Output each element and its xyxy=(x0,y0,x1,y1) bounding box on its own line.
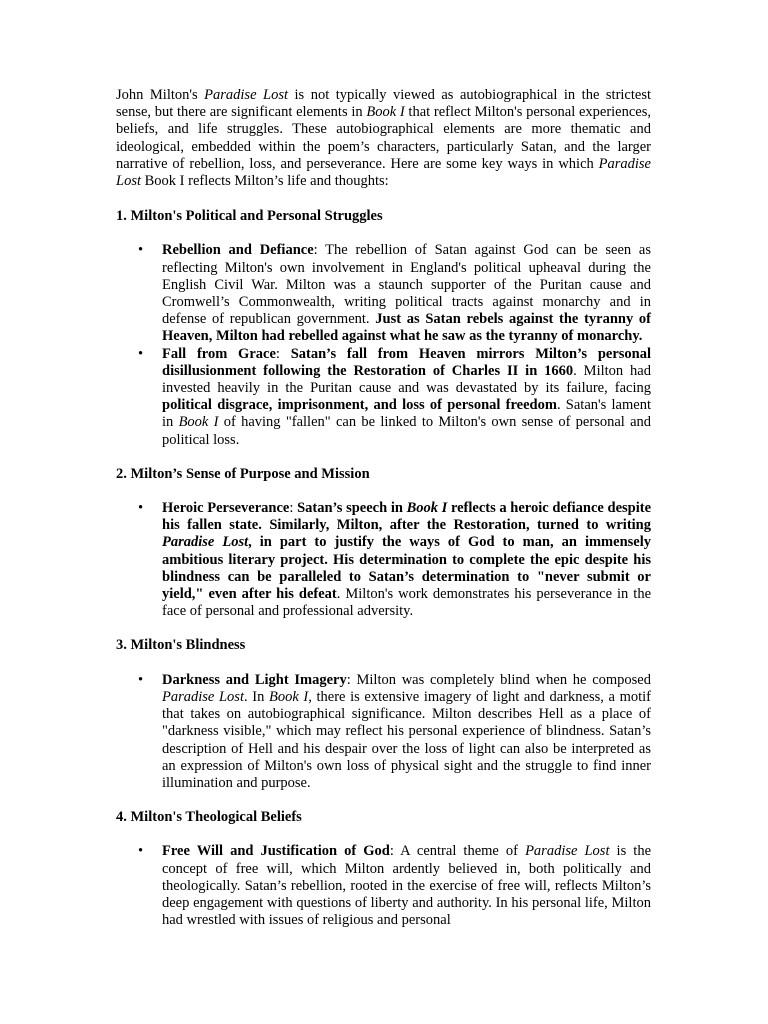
section-heading: 2. Milton’s Sense of Purpose and Mission xyxy=(116,465,370,482)
item-text: : The rebellion of Satan against God can be seen as reflecting Milton's own involvement in England's political upheaval during the English Civil War. Milton was a staunch supporter of the Puritan cause and Cromwell’s Commonwealth, writing political tracts against monarchy and in defense of republican government. xyxy=(162,242,651,328)
item-text: is the concept of free will, which Milton ardently believed in, both politically and theologically. Satan’s rebellion, rooted in the exercise of free will, reflects Milton’s deep engagement with questions of liberty and authority. In his personal life, Milton had wrestled with issues of religious and personal xyxy=(162,843,652,929)
section-heading: 3. Milton's Blindness xyxy=(116,637,246,654)
list-item xyxy=(116,672,651,792)
bullet-list xyxy=(116,843,651,929)
bullet-list xyxy=(116,672,651,792)
intro-title-italic: Paradise Lost xyxy=(116,155,651,190)
item-bold-text: political disgrace, imprisonment, and loss of personal freedom xyxy=(162,397,557,414)
item-bold-text: reflects a heroic defiance despite his fallen state. Similarly, Milton, after the Restoration, turned to writing xyxy=(162,500,652,534)
intro-text: that reflect Milton's personal experiences, beliefs, and life struggles. These autobiographical elements are more thematic and ideological, embedded within the poem’s characters, particularly Satan, and the larger narrative of rebellion, loss, and perseverance. Here are some key ways in which xyxy=(116,104,652,172)
item-text: : Milton was completely blind when he composed xyxy=(346,671,651,688)
section-heading: 4. Milton's Theological Beliefs xyxy=(116,809,302,826)
item-text: , there is extensive imagery of light and darkness, a motif that takes on autobiographical significance. Milton describes Hell as a place of "darkness visible," which may reflect his personal experience of blindness. Satan’s description of Hell and his despair over the loss of light can also be interpreted as an expression of Milton's own loss of physical sight and the struggle to find inner illumination and purpose. xyxy=(162,688,651,791)
item-bold-text: , in part to justify the ways of God to man, an immensely ambitious literary project. His determination to complete the epic despite his blindness can be paralleled to Satan’s determination to "never submit or yield," even after his defeat xyxy=(162,534,651,603)
item-bold-italic: Book I xyxy=(406,500,448,517)
bullet-icon: • xyxy=(138,500,144,517)
list-item xyxy=(116,843,651,929)
item-text: . Milton's work demonstrates his perseverance in the face of personal and professional adversity. xyxy=(162,586,652,620)
item-bold-text: Satan’s speech in xyxy=(297,500,407,517)
list-item xyxy=(116,500,651,620)
item-text: : xyxy=(289,500,298,517)
item-term: Heroic Perseverance xyxy=(162,500,290,517)
item-text: : xyxy=(275,345,291,362)
bullet-icon: • xyxy=(138,345,144,362)
bullet-list xyxy=(116,242,651,448)
item-term: Fall from Grace xyxy=(162,345,276,362)
item-italic: Book I xyxy=(178,414,219,431)
item-text: . Satan's lament in xyxy=(162,397,651,431)
bullet-list xyxy=(116,500,651,620)
intro-text: John Milton's xyxy=(116,87,205,103)
item-bold-text: Satan’s fall from Heaven mirrors Milton’s personal disillusionment following the Restoration of Charles II in 1660 xyxy=(162,345,651,379)
intro-title-italic: Paradise Lost xyxy=(204,87,289,103)
item-bold-italic: Paradise Lost xyxy=(162,534,249,551)
item-text: of having "fallen" can be linked to Milton's own sense of personal and political loss. xyxy=(162,414,652,448)
intro-paragraph xyxy=(116,87,651,190)
list-item xyxy=(116,242,651,345)
intro-book-italic: Book I xyxy=(366,104,405,121)
item-term: Free Will and Justification of God xyxy=(162,843,390,860)
intro-text: is not typically viewed as autobiographical in the strictest sense, but there are significant elements in xyxy=(116,87,652,121)
item-term: Rebellion and Defiance xyxy=(162,242,314,259)
bullet-icon: • xyxy=(138,843,144,860)
item-text: . In xyxy=(243,688,269,705)
item-text: : A central theme of xyxy=(389,843,526,860)
item-italic: Book I xyxy=(268,688,309,705)
item-term: Darkness and Light Imagery xyxy=(162,671,347,688)
item-italic: Paradise Lost xyxy=(525,843,610,860)
item-italic: Paradise Lost xyxy=(162,688,244,705)
bullet-icon: • xyxy=(138,671,144,688)
bullet-icon: • xyxy=(138,242,144,259)
item-text: . Milton had invested heavily in the Puritan cause and was devastated by its failure, facing xyxy=(162,362,651,397)
list-item xyxy=(116,346,651,449)
section-heading: 1. Milton's Political and Personal Struggles xyxy=(116,208,383,225)
document-page xyxy=(116,87,651,946)
item-bold-text: Just as Satan rebels against the tyranny of Heaven, Milton had rebelled against what he saw as the tyranny of monarchy. xyxy=(162,311,651,345)
intro-text: Book I reflects Milton’s life and thoughts: xyxy=(141,173,389,190)
